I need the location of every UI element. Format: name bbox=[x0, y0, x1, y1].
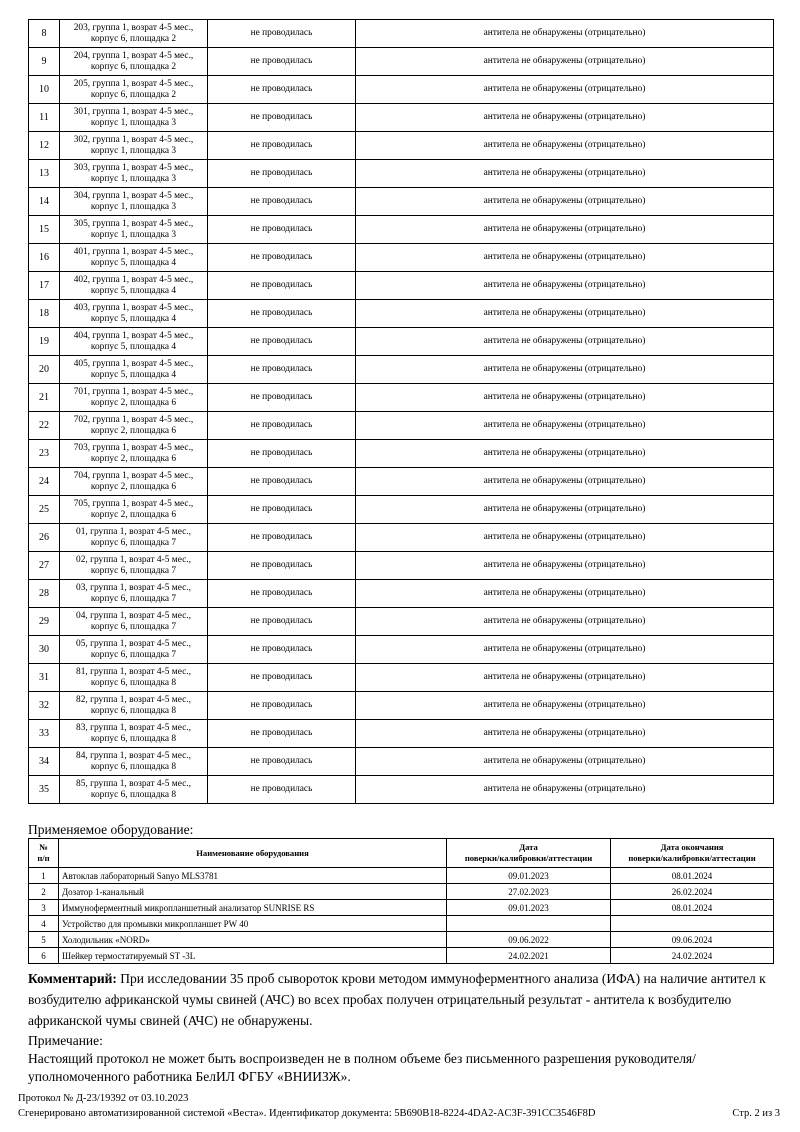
sample-description: 05, группа 1, возрат 4-5 мес., корпус 6, площадка 7 bbox=[60, 636, 208, 664]
sample-description: 402, группа 1, возрат 4-5 мес., корпус 5, площадка 4 bbox=[60, 272, 208, 300]
sample-result: антитела не обнаружены (отрицательно) bbox=[356, 48, 774, 76]
sample-row bbox=[29, 552, 774, 580]
sample-description: 701, группа 1, возрат 4-5 мес., корпус 2, площадка 6 bbox=[60, 384, 208, 412]
sample-row bbox=[29, 692, 774, 720]
sample-row bbox=[29, 776, 774, 804]
sample-row bbox=[29, 104, 774, 132]
equipment-row bbox=[29, 948, 774, 964]
sample-description: 03, группа 1, возрат 4-5 мес., корпус 6, площадка 7 bbox=[60, 580, 208, 608]
sample-row bbox=[29, 636, 774, 664]
equipment-section-title: Применяемое оборудование: bbox=[28, 822, 194, 837]
sample-row bbox=[29, 244, 774, 272]
comment-label: Комментарий: bbox=[28, 971, 117, 986]
sample-number: 27 bbox=[29, 552, 60, 580]
sample-description: 705, группа 1, возрат 4-5 мес., корпус 2, площадка 6 bbox=[60, 496, 208, 524]
sample-description: 401, группа 1, возрат 4-5 мес., корпус 5, площадка 4 bbox=[60, 244, 208, 272]
sample-description: 84, группа 1, возрат 4-5 мес., корпус 6, площадка 8 bbox=[60, 748, 208, 776]
sample-result: антитела не обнаружены (отрицательно) bbox=[356, 720, 774, 748]
sample-number: 29 bbox=[29, 608, 60, 636]
equipment-name: Холодильник «NORD» bbox=[59, 932, 447, 948]
sample-result: антитела не обнаружены (отрицательно) bbox=[356, 300, 774, 328]
equipment-end-date: 24.02.2024 bbox=[611, 948, 774, 964]
sample-status: не проводилась bbox=[208, 132, 356, 160]
sample-status: не проводилась bbox=[208, 720, 356, 748]
sample-number: 32 bbox=[29, 692, 60, 720]
sample-result: антитела не обнаружены (отрицательно) bbox=[356, 524, 774, 552]
equipment-name: Шейкер термостатируемый ST -3L bbox=[59, 948, 447, 964]
sample-result: антитела не обнаружены (отрицательно) bbox=[356, 552, 774, 580]
equipment-table bbox=[28, 838, 774, 964]
footer-page-number: Стр. 2 из 3 bbox=[732, 1108, 780, 1119]
sample-row bbox=[29, 216, 774, 244]
sample-result: антитела не обнаружены (отрицательно) bbox=[356, 412, 774, 440]
sample-description: 82, группа 1, возрат 4-5 мес., корпус 6, площадка 8 bbox=[60, 692, 208, 720]
samples-table-body bbox=[29, 20, 774, 804]
equipment-number: 2 bbox=[29, 884, 59, 900]
sample-row bbox=[29, 720, 774, 748]
sample-description: 403, группа 1, возрат 4-5 мес., корпус 5, площадка 4 bbox=[60, 300, 208, 328]
sample-row bbox=[29, 748, 774, 776]
sample-result: антитела не обнаружены (отрицательно) bbox=[356, 244, 774, 272]
equipment-number: 5 bbox=[29, 932, 59, 948]
sample-number: 20 bbox=[29, 356, 60, 384]
sample-row bbox=[29, 188, 774, 216]
sample-result: антитела не обнаружены (отрицательно) bbox=[356, 20, 774, 48]
sample-row bbox=[29, 76, 774, 104]
sample-number: 15 bbox=[29, 216, 60, 244]
sample-number: 21 bbox=[29, 384, 60, 412]
sample-result: антитела не обнаружены (отрицательно) bbox=[356, 160, 774, 188]
sample-description: 01, группа 1, возрат 4-5 мес., корпус 6, площадка 7 bbox=[60, 524, 208, 552]
sample-row bbox=[29, 496, 774, 524]
sample-description: 85, группа 1, возрат 4-5 мес., корпус 6, площадка 8 bbox=[60, 776, 208, 804]
sample-number: 28 bbox=[29, 580, 60, 608]
sample-number: 34 bbox=[29, 748, 60, 776]
sample-status: не проводилась bbox=[208, 776, 356, 804]
equipment-row bbox=[29, 884, 774, 900]
note-title: Примечание: bbox=[28, 1033, 103, 1048]
sample-row bbox=[29, 468, 774, 496]
equipment-number: 6 bbox=[29, 948, 59, 964]
sample-row bbox=[29, 608, 774, 636]
sample-result: антитела не обнаружены (отрицательно) bbox=[356, 188, 774, 216]
sample-row bbox=[29, 440, 774, 468]
sample-row bbox=[29, 664, 774, 692]
sample-status: не проводилась bbox=[208, 160, 356, 188]
sample-row bbox=[29, 356, 774, 384]
sample-status: не проводилась bbox=[208, 580, 356, 608]
equipment-header-date: Дата поверки/калибровки/аттестации bbox=[447, 839, 611, 868]
sample-result: антитела не обнаружены (отрицательно) bbox=[356, 580, 774, 608]
sample-status: не проводилась bbox=[208, 272, 356, 300]
equipment-date: 09.06.2022 bbox=[447, 932, 611, 948]
equipment-row bbox=[29, 932, 774, 948]
equipment-header-num: № п/п bbox=[29, 839, 59, 868]
equipment-date: 09.01.2023 bbox=[447, 900, 611, 916]
sample-result: антитела не обнаружены (отрицательно) bbox=[356, 384, 774, 412]
sample-status: не проводилась bbox=[208, 328, 356, 356]
sample-number: 18 bbox=[29, 300, 60, 328]
equipment-end-date: 08.01.2024 bbox=[611, 900, 774, 916]
equipment-end-date bbox=[611, 916, 774, 932]
sample-number: 22 bbox=[29, 412, 60, 440]
sample-result: антитела не обнаружены (отрицательно) bbox=[356, 328, 774, 356]
sample-row bbox=[29, 328, 774, 356]
sample-description: 83, группа 1, возрат 4-5 мес., корпус 6, площадка 8 bbox=[60, 720, 208, 748]
equipment-name: Дозатор 1-канальный bbox=[59, 884, 447, 900]
sample-number: 24 bbox=[29, 468, 60, 496]
sample-status: не проводилась bbox=[208, 20, 356, 48]
sample-number: 13 bbox=[29, 160, 60, 188]
sample-number: 33 bbox=[29, 720, 60, 748]
sample-number: 17 bbox=[29, 272, 60, 300]
sample-description: 702, группа 1, возрат 4-5 мес., корпус 2, площадка 6 bbox=[60, 412, 208, 440]
sample-status: не проводилась bbox=[208, 356, 356, 384]
sample-result: антитела не обнаружены (отрицательно) bbox=[356, 748, 774, 776]
sample-result: антитела не обнаружены (отрицательно) bbox=[356, 468, 774, 496]
sample-row bbox=[29, 412, 774, 440]
sample-status: не проводилась bbox=[208, 384, 356, 412]
sample-row bbox=[29, 524, 774, 552]
sample-status: не проводилась bbox=[208, 692, 356, 720]
sample-description: 02, группа 1, возрат 4-5 мес., корпус 6, площадка 7 bbox=[60, 552, 208, 580]
sample-number: 10 bbox=[29, 76, 60, 104]
note-text: Настоящий протокол не может быть воспроизведен не в полном объеме без письменного разрешения руководителя/уполномоченного работника БелИЛ ФГБУ «ВНИИЗЖ». bbox=[28, 1051, 696, 1084]
equipment-header-name: Наименование оборудования bbox=[59, 839, 447, 868]
sample-status: не проводилась bbox=[208, 48, 356, 76]
sample-result: антитела не обнаружены (отрицательно) bbox=[356, 692, 774, 720]
sample-status: не проводилась bbox=[208, 188, 356, 216]
sample-number: 35 bbox=[29, 776, 60, 804]
sample-status: не проводилась bbox=[208, 468, 356, 496]
equipment-date bbox=[447, 916, 611, 932]
sample-status: не проводилась bbox=[208, 748, 356, 776]
sample-status: не проводилась bbox=[208, 608, 356, 636]
comment-text: При исследовании 35 проб сывороток крови методом иммуноферментного анализа (ИФА) на наличие антител к возбудителю африканской чумы свиней (АЧС) во всех пробах получен отрицательный результат - антитела к возбудителю африканской чумы свиней (АЧС) не обнаружены. bbox=[28, 971, 766, 1028]
sample-description: 04, группа 1, возрат 4-5 мес., корпус 6, площадка 7 bbox=[60, 608, 208, 636]
sample-result: антитела не обнаружены (отрицательно) bbox=[356, 440, 774, 468]
equipment-number: 3 bbox=[29, 900, 59, 916]
equipment-date: 27.02.2023 bbox=[447, 884, 611, 900]
sample-result: антитела не обнаружены (отрицательно) bbox=[356, 272, 774, 300]
sample-status: не проводилась bbox=[208, 300, 356, 328]
sample-result: антитела не обнаружены (отрицательно) bbox=[356, 216, 774, 244]
sample-status: не проводилась bbox=[208, 412, 356, 440]
equipment-date: 24.02.2021 bbox=[447, 948, 611, 964]
sample-result: антитела не обнаружены (отрицательно) bbox=[356, 496, 774, 524]
sample-number: 11 bbox=[29, 104, 60, 132]
samples-table bbox=[28, 19, 774, 804]
sample-number: 14 bbox=[29, 188, 60, 216]
sample-number: 25 bbox=[29, 496, 60, 524]
sample-status: не проводилась bbox=[208, 216, 356, 244]
sample-status: не проводилась bbox=[208, 524, 356, 552]
equipment-header-end-date: Дата окончания поверки/калибровки/аттестации bbox=[611, 839, 774, 868]
equipment-number: 4 bbox=[29, 916, 59, 932]
sample-description: 205, группа 1, возрат 4-5 мес., корпус 6, площадка 2 bbox=[60, 76, 208, 104]
sample-description: 301, группа 1, возрат 4-5 мес., корпус 1, площадка 3 bbox=[60, 104, 208, 132]
sample-row bbox=[29, 132, 774, 160]
sample-result: антитела не обнаружены (отрицательно) bbox=[356, 132, 774, 160]
equipment-name: Иммуноферментный микропланшетный анализатор SUNRISE RS bbox=[59, 900, 447, 916]
sample-status: не проводилась bbox=[208, 104, 356, 132]
sample-result: антитела не обнаружены (отрицательно) bbox=[356, 636, 774, 664]
equipment-name: Автоклав лабораторный Sanyo MLS3781 bbox=[59, 868, 447, 884]
equipment-table-body bbox=[29, 868, 774, 964]
sample-result: антитела не обнаружены (отрицательно) bbox=[356, 356, 774, 384]
sample-row bbox=[29, 272, 774, 300]
sample-result: антитела не обнаружены (отрицательно) bbox=[356, 104, 774, 132]
sample-status: не проводилась bbox=[208, 636, 356, 664]
sample-description: 303, группа 1, возрат 4-5 мес., корпус 1, площадка 3 bbox=[60, 160, 208, 188]
sample-status: не проводилась bbox=[208, 76, 356, 104]
equipment-row bbox=[29, 916, 774, 932]
equipment-row bbox=[29, 900, 774, 916]
sample-number: 23 bbox=[29, 440, 60, 468]
equipment-header-row bbox=[29, 839, 774, 868]
equipment-number: 1 bbox=[29, 868, 59, 884]
sample-number: 26 bbox=[29, 524, 60, 552]
footer-protocol: Протокол № Д-23/19392 от 03.10.2023 bbox=[18, 1093, 189, 1104]
equipment-name: Устройство для промывки микропланшет PW 40 bbox=[59, 916, 447, 932]
sample-status: не проводилась bbox=[208, 664, 356, 692]
sample-description: 304, группа 1, возрат 4-5 мес., корпус 1, площадка 3 bbox=[60, 188, 208, 216]
sample-result: антитела не обнаружены (отрицательно) bbox=[356, 608, 774, 636]
sample-description: 703, группа 1, возрат 4-5 мес., корпус 2, площадка 6 bbox=[60, 440, 208, 468]
sample-status: не проводилась bbox=[208, 244, 356, 272]
comment-paragraph bbox=[28, 968, 778, 1031]
sample-status: не проводилась bbox=[208, 440, 356, 468]
sample-number: 31 bbox=[29, 664, 60, 692]
sample-row bbox=[29, 48, 774, 76]
sample-description: 302, группа 1, возрат 4-5 мес., корпус 1, площадка 3 bbox=[60, 132, 208, 160]
equipment-end-date: 09.06.2024 bbox=[611, 932, 774, 948]
equipment-row bbox=[29, 868, 774, 884]
sample-description: 204, группа 1, возрат 4-5 мес., корпус 6, площадка 2 bbox=[60, 48, 208, 76]
sample-row bbox=[29, 160, 774, 188]
sample-result: антитела не обнаружены (отрицательно) bbox=[356, 776, 774, 804]
sample-number: 12 bbox=[29, 132, 60, 160]
sample-result: антитела не обнаружены (отрицательно) bbox=[356, 664, 774, 692]
sample-description: 704, группа 1, возрат 4-5 мес., корпус 2, площадка 6 bbox=[60, 468, 208, 496]
sample-description: 305, группа 1, возрат 4-5 мес., корпус 1, площадка 3 bbox=[60, 216, 208, 244]
sample-row bbox=[29, 384, 774, 412]
sample-number: 16 bbox=[29, 244, 60, 272]
sample-description: 203, группа 1, возрат 4-5 мес., корпус 6, площадка 2 bbox=[60, 20, 208, 48]
sample-result: антитела не обнаружены (отрицательно) bbox=[356, 76, 774, 104]
sample-description: 404, группа 1, возрат 4-5 мес., корпус 5, площадка 4 bbox=[60, 328, 208, 356]
equipment-end-date: 26.02.2024 bbox=[611, 884, 774, 900]
sample-row bbox=[29, 20, 774, 48]
sample-description: 405, группа 1, возрат 4-5 мес., корпус 5, площадка 4 bbox=[60, 356, 208, 384]
sample-row bbox=[29, 580, 774, 608]
equipment-date: 09.01.2023 bbox=[447, 868, 611, 884]
equipment-end-date: 08.01.2024 bbox=[611, 868, 774, 884]
sample-description: 81, группа 1, возрат 4-5 мес., корпус 6, площадка 8 bbox=[60, 664, 208, 692]
sample-status: не проводилась bbox=[208, 496, 356, 524]
sample-number: 19 bbox=[29, 328, 60, 356]
footer-generated: Сгенерировано автоматизированной системой «Веста». Идентификатор документа: 5B690B18-8224-4DA2-AC3F-391CC3546F8D bbox=[18, 1108, 596, 1119]
sample-row bbox=[29, 300, 774, 328]
sample-number: 30 bbox=[29, 636, 60, 664]
sample-number: 9 bbox=[29, 48, 60, 76]
sample-status: не проводилась bbox=[208, 552, 356, 580]
sample-number: 8 bbox=[29, 20, 60, 48]
